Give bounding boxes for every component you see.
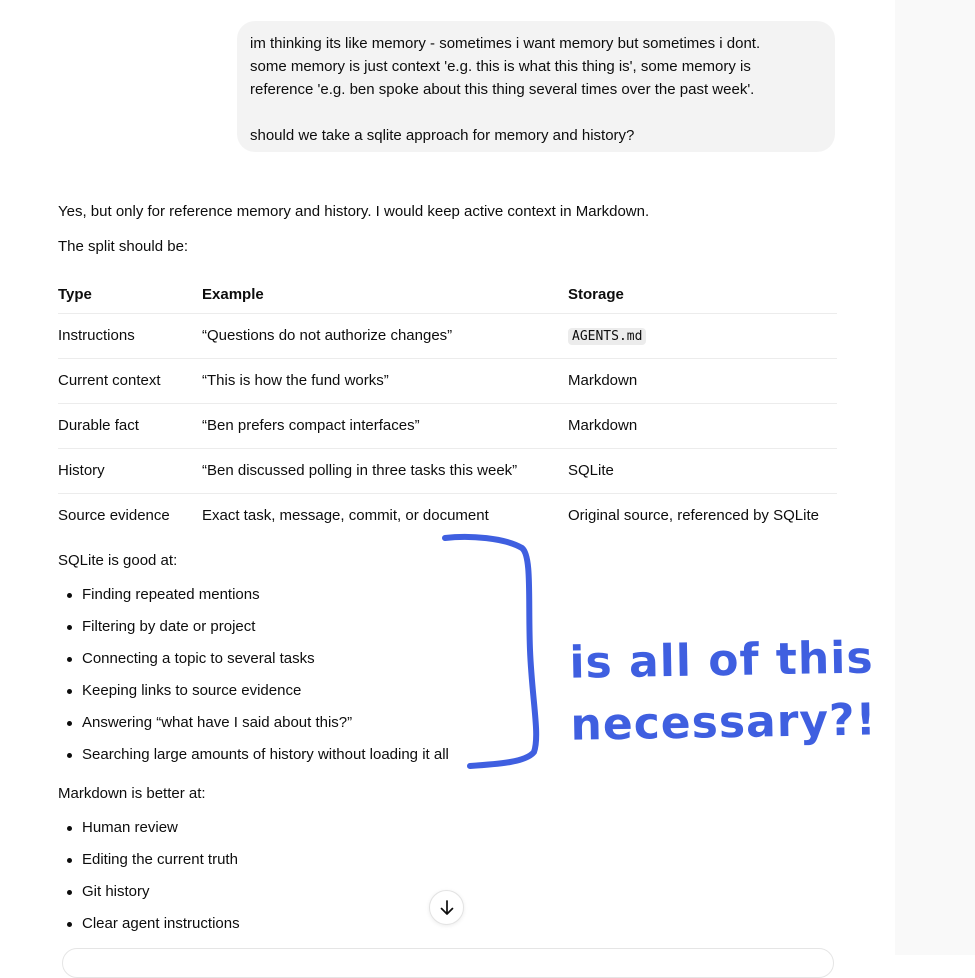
user-message-line: should we take a sqlite approach for memory and history? bbox=[250, 127, 635, 144]
table-header-row bbox=[58, 277, 837, 313]
table-header-example: Example bbox=[202, 277, 568, 313]
table-cell: “Ben prefers compact interfaces” bbox=[202, 403, 568, 448]
arrow-down-icon bbox=[438, 899, 456, 917]
assistant-intro: Yes, but only for reference memory and history. I would keep active context in Markdown. bbox=[58, 203, 650, 220]
table-cell: History bbox=[58, 448, 202, 493]
list-item: Filtering by date or project bbox=[58, 611, 838, 643]
list-item: Keeping links to source evidence bbox=[58, 675, 838, 707]
handwritten-annotation-text bbox=[569, 627, 891, 757]
markdown-section-title: Markdown is better at: bbox=[58, 785, 206, 802]
table-row bbox=[58, 448, 837, 493]
sqlite-section-title: SQLite is good at: bbox=[58, 552, 178, 569]
table-header-type: Type bbox=[58, 277, 202, 313]
table-row bbox=[58, 358, 837, 403]
list-item: Editing the current truth bbox=[58, 844, 838, 876]
annotation-line: necessary?! bbox=[570, 694, 878, 751]
table-header-storage: Storage bbox=[568, 277, 837, 313]
table-cell: Durable fact bbox=[58, 403, 202, 448]
table-cell: Instructions bbox=[58, 313, 202, 358]
list-item: Clear agent instructions bbox=[58, 908, 838, 940]
table-cell: Current context bbox=[58, 358, 202, 403]
table-cell: Exact task, message, commit, or document bbox=[202, 507, 489, 525]
scroll-to-bottom-button[interactable] bbox=[429, 890, 464, 925]
annotation-line: is all of this bbox=[569, 632, 874, 689]
user-message-bubble bbox=[237, 21, 835, 152]
right-gutter bbox=[895, 0, 975, 955]
split-label: The split should be: bbox=[58, 238, 189, 255]
user-message-line: im thinking its like memory - sometimes i want memory but sometimes i dont. bbox=[250, 35, 761, 52]
table-cell: “Ben discussed polling in three tasks this week” bbox=[202, 448, 568, 493]
list-item: Searching large amounts of history without loading it all bbox=[58, 739, 838, 771]
table-cell: Source evidence bbox=[58, 507, 170, 525]
user-message-line: some memory is just context 'e.g. this is what this thing is', some memory is bbox=[250, 58, 751, 75]
message-composer[interactable] bbox=[62, 948, 834, 978]
list-item: Git history bbox=[58, 876, 838, 908]
list-item: Answering “what have I said about this?” bbox=[58, 707, 838, 739]
assistant-message bbox=[58, 200, 838, 972]
inline-code: AGENTS.md bbox=[568, 328, 646, 345]
table-row bbox=[58, 403, 837, 448]
table-cell bbox=[568, 313, 837, 358]
memory-type-table bbox=[58, 277, 837, 538]
table-cell: “This is how the fund works” bbox=[202, 358, 568, 403]
list-item: Human review bbox=[58, 812, 838, 844]
user-message-line: reference 'e.g. ben spoke about this thing several times over the past week'. bbox=[250, 81, 755, 98]
table-row bbox=[58, 313, 837, 358]
table-cell: “Questions do not authorize changes” bbox=[202, 313, 568, 358]
list-item: Finding repeated mentions bbox=[58, 579, 838, 611]
table-cell: SQLite bbox=[568, 448, 837, 493]
table-cell: Markdown bbox=[568, 358, 837, 403]
table-row bbox=[58, 493, 837, 538]
table-cell: Original source, referenced by SQLite bbox=[568, 507, 819, 525]
table-cell: Markdown bbox=[568, 403, 837, 448]
list-item: Connecting a topic to several tasks bbox=[58, 643, 838, 675]
